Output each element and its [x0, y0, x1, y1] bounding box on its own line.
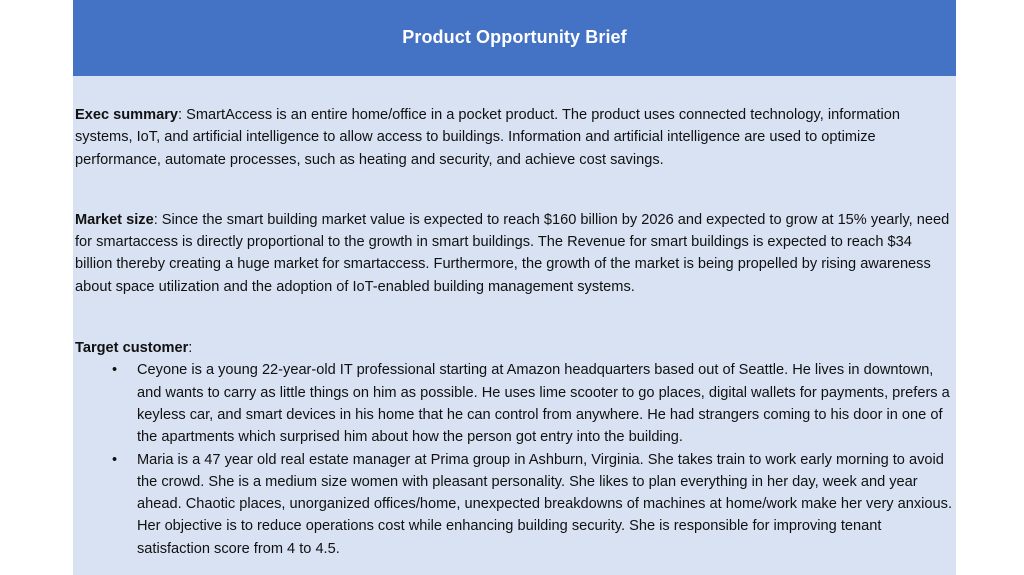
exec-summary-text: : SmartAccess is an entire home/office in a pocket product. The product uses connected technology, information systems, IoT, and artificial intelligence to allow access to buildings. Information and artificial intelligence are used to optimize performance, automate processes, such as heating and security, and achieve cost savings.: [75, 107, 901, 168]
list-item: [75, 449, 953, 560]
market-size-text: : Since the smart building market value is expected to reach $160 billion by 2026 and expected to grow at 15% yearly, need for smartaccess is directly proportional to the growth in smart buildings. The Revenue for smart buildings is expected to reach $34 billion thereby creating a huge market for smartaccess. Furthermore, the growth of the market is being propelled by rising awareness about space utilization and the adoption of IoT-enabled building management systems.: [75, 211, 950, 295]
title-bar: [73, 0, 956, 76]
target-customer-label: Target customer: [75, 340, 189, 357]
exec-summary-paragraph: [75, 104, 953, 171]
market-size-label: Market size: [75, 211, 154, 228]
target-customer-heading: [75, 337, 953, 359]
brief-body: [75, 104, 953, 560]
customer-persona-ceyone: Ceyone is a young 22-year-old IT professional starting at Amazon headquarters based out of Seattle. He lives in downtown, and wants to carry as little things on him as possible. He uses lime scooter to go places, digital wallets for payments, prefers a keyless car, and smart devices in his home that he can control from anywhere. He had strangers coming to his door in one of the apartments which surprised him about how the person got entry into the building.: [137, 362, 950, 446]
market-size-paragraph: [75, 209, 953, 298]
target-customer-colon: :: [188, 340, 193, 357]
customer-list: [75, 359, 953, 560]
bullet-icon: •: [112, 451, 118, 468]
bullet-icon: •: [112, 362, 118, 379]
list-item: [75, 359, 953, 448]
page-title: Product Opportunity Brief: [402, 26, 627, 47]
slide: [73, 0, 956, 575]
customer-persona-maria: Maria is a 47 year old real estate manager at Prima group in Ashburn, Virginia. She takes train to work early morning to avoid the crowd. She is a medium size women with pleasant personality. She likes to plan everything in her day, week and year ahead. Chaotic places, unorganized offices/home, unexpected breakdowns of machines at home/work make her very anxious. Her objective is to reduce operations cost while enhancing building security. She is responsible for improving tenant satisfaction score from 4 to 4.5.: [137, 451, 953, 557]
exec-summary-label: Exec summary: [75, 107, 179, 123]
